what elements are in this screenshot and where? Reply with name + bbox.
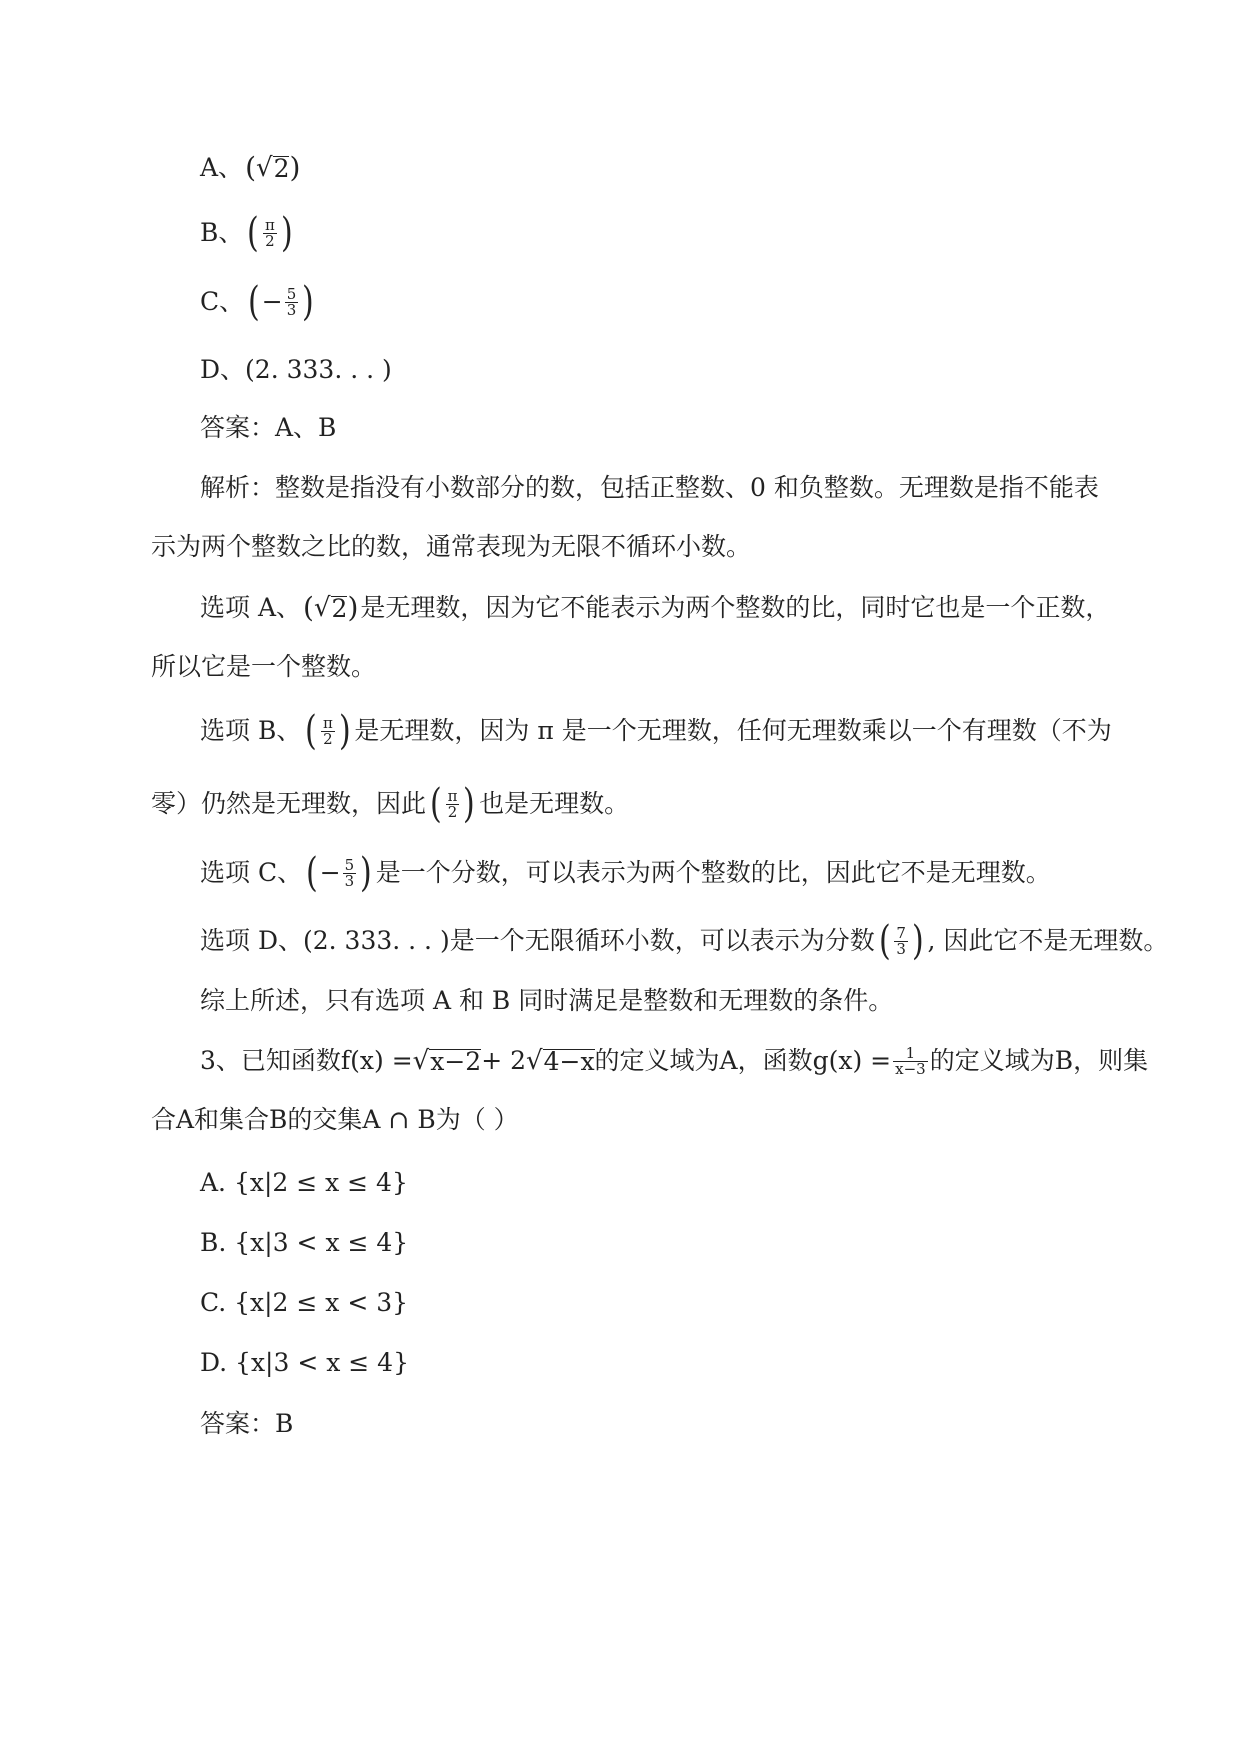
option-c: [200, 279, 318, 325]
analysis-option-a: [200, 588, 1110, 628]
q3-g-fraction: [893, 1043, 928, 1078]
option-b-label: B、: [200, 218, 244, 247]
analysis-c-text: 是一个分数，可以表示为两个整数的比，因此它不是无理数。: [375, 858, 1051, 887]
analysis-b-math: ( $\frac{\pi}{2}$ ): [305, 708, 351, 754]
analysis-d-numerator: 7: [896, 923, 906, 942]
option-c-label: C、: [200, 287, 245, 316]
q3-option-c: C. {x|2 ≤ x < 3}: [200, 1288, 409, 1317]
q3-suffix: 的定义域为B，则集: [929, 1046, 1149, 1075]
analysis-d-math: (2. 333. . . ): [303, 926, 450, 955]
analysis-b-prefix: 选项 B、: [200, 716, 302, 745]
analysis-b2-math: ( $\frac{\pi}{2}$ ): [429, 781, 476, 827]
option-b: [200, 210, 296, 256]
analysis-option-b: [200, 708, 1112, 754]
q3-g-numerator: 1: [905, 1043, 916, 1062]
answer-q3: 答案：B: [200, 1409, 294, 1438]
analysis-line-2: 示为两个整数之比的数，通常表现为无限不循环小数。: [151, 532, 752, 561]
analysis-a-prefix: 选项 A、: [200, 593, 302, 622]
option-c-denominator: 3: [286, 300, 297, 319]
analysis-b-text: 是无理数，因为 π 是一个无理数，任何无理数乘以一个有理数（不为: [354, 716, 1112, 745]
analysis-a-radicand: 2: [331, 594, 348, 623]
q3-radical-1: √ x−2: [412, 1046, 482, 1076]
analysis-c-numerator: 5: [344, 855, 355, 874]
analysis-line-1: 解析：整数是指没有小数部分的数，包括正整数、0 和负整数。无理数是指不能表: [200, 473, 1099, 502]
analysis-c-math: ( − $\frac{5}{3}$ ): [306, 850, 372, 896]
analysis-a-line-2: 所以它是一个整数。: [151, 652, 377, 681]
analysis-b2-denominator: 2: [447, 802, 458, 821]
question-3-line-2: 合A和集合B的交集A ∩ B为（ ）: [151, 1105, 519, 1134]
option-d-label: D、: [200, 355, 246, 384]
option-c-minus: −: [261, 287, 283, 316]
q3-prefix: 3、已知函数: [200, 1046, 341, 1075]
option-c-numerator: 5: [286, 284, 297, 303]
analysis-c-denominator: 3: [344, 871, 355, 890]
answer-q2: 答案：A、B: [200, 413, 337, 442]
analysis-b2-prefix: 零）仍然是无理数，因此: [151, 789, 427, 818]
analysis-a-text: 是无理数，因为它不能表示为两个整数的比，同时它也是一个正数，: [360, 593, 1111, 622]
analysis-d-text: , 因此它不是无理数。: [927, 926, 1169, 955]
option-b-numerator: π: [264, 215, 275, 234]
q3-option-d: D. {x|3 < x ≤ 4}: [200, 1348, 409, 1377]
q3-radicand-2: 4−x: [543, 1047, 595, 1076]
q3-radicand-1: x−2: [430, 1047, 482, 1076]
option-a-label: A、: [200, 153, 244, 182]
analysis-d-fraction: ( $\frac{7}{3}$ ): [878, 918, 924, 964]
q3-radical-2: √ 4−x: [526, 1046, 595, 1076]
analysis-d-denominator: 3: [896, 939, 906, 958]
option-d-math: (2. 333. . . ): [245, 355, 392, 384]
q3-f-of-x: f(x) =: [340, 1046, 413, 1075]
q3-option-b: B. {x|3 < x ≤ 4}: [200, 1228, 409, 1257]
option-d: [200, 350, 392, 390]
analysis-a-math: ( √ 2 ): [303, 591, 359, 624]
option-a: [200, 148, 302, 188]
q3-g-denominator: x−3: [895, 1059, 926, 1078]
analysis-b2-text: 也是无理数。: [479, 789, 630, 818]
q3-g-of-x: g(x) =: [812, 1046, 892, 1075]
option-b-math: ( $\frac{\pi}{2}$ ): [247, 210, 293, 256]
analysis-c-prefix: 选项 C、: [200, 858, 303, 887]
analysis-b-numerator: π: [322, 713, 333, 732]
analysis-c-minus: −: [319, 858, 341, 887]
analysis-d-middle: 是一个无限循环小数，可以表示为分数: [449, 926, 875, 955]
q3-plus: + 2: [481, 1046, 527, 1075]
analysis-d-prefix: 选项 D、: [200, 926, 303, 955]
question-3: [200, 1041, 1148, 1081]
analysis-option-d: [200, 918, 1169, 964]
analysis-summary: 综上所述，只有选项 A 和 B 同时满足是整数和无理数的条件。: [200, 986, 894, 1015]
analysis-b-denominator: 2: [323, 729, 333, 748]
option-b-denominator: 2: [265, 231, 275, 250]
q3-middle: 的定义域为A，函数: [594, 1046, 813, 1075]
option-a-radicand: 2: [273, 154, 290, 183]
q3-option-a: A. {x|2 ≤ x ≤ 4}: [200, 1168, 408, 1197]
option-a-math: ( √ 2 ): [245, 151, 301, 184]
analysis-b2-numerator: π: [447, 786, 458, 805]
analysis-b-line-2: [151, 781, 630, 827]
analysis-option-c: [200, 850, 1051, 896]
option-c-math: ( − $\frac{5}{3}$ ): [248, 279, 314, 325]
